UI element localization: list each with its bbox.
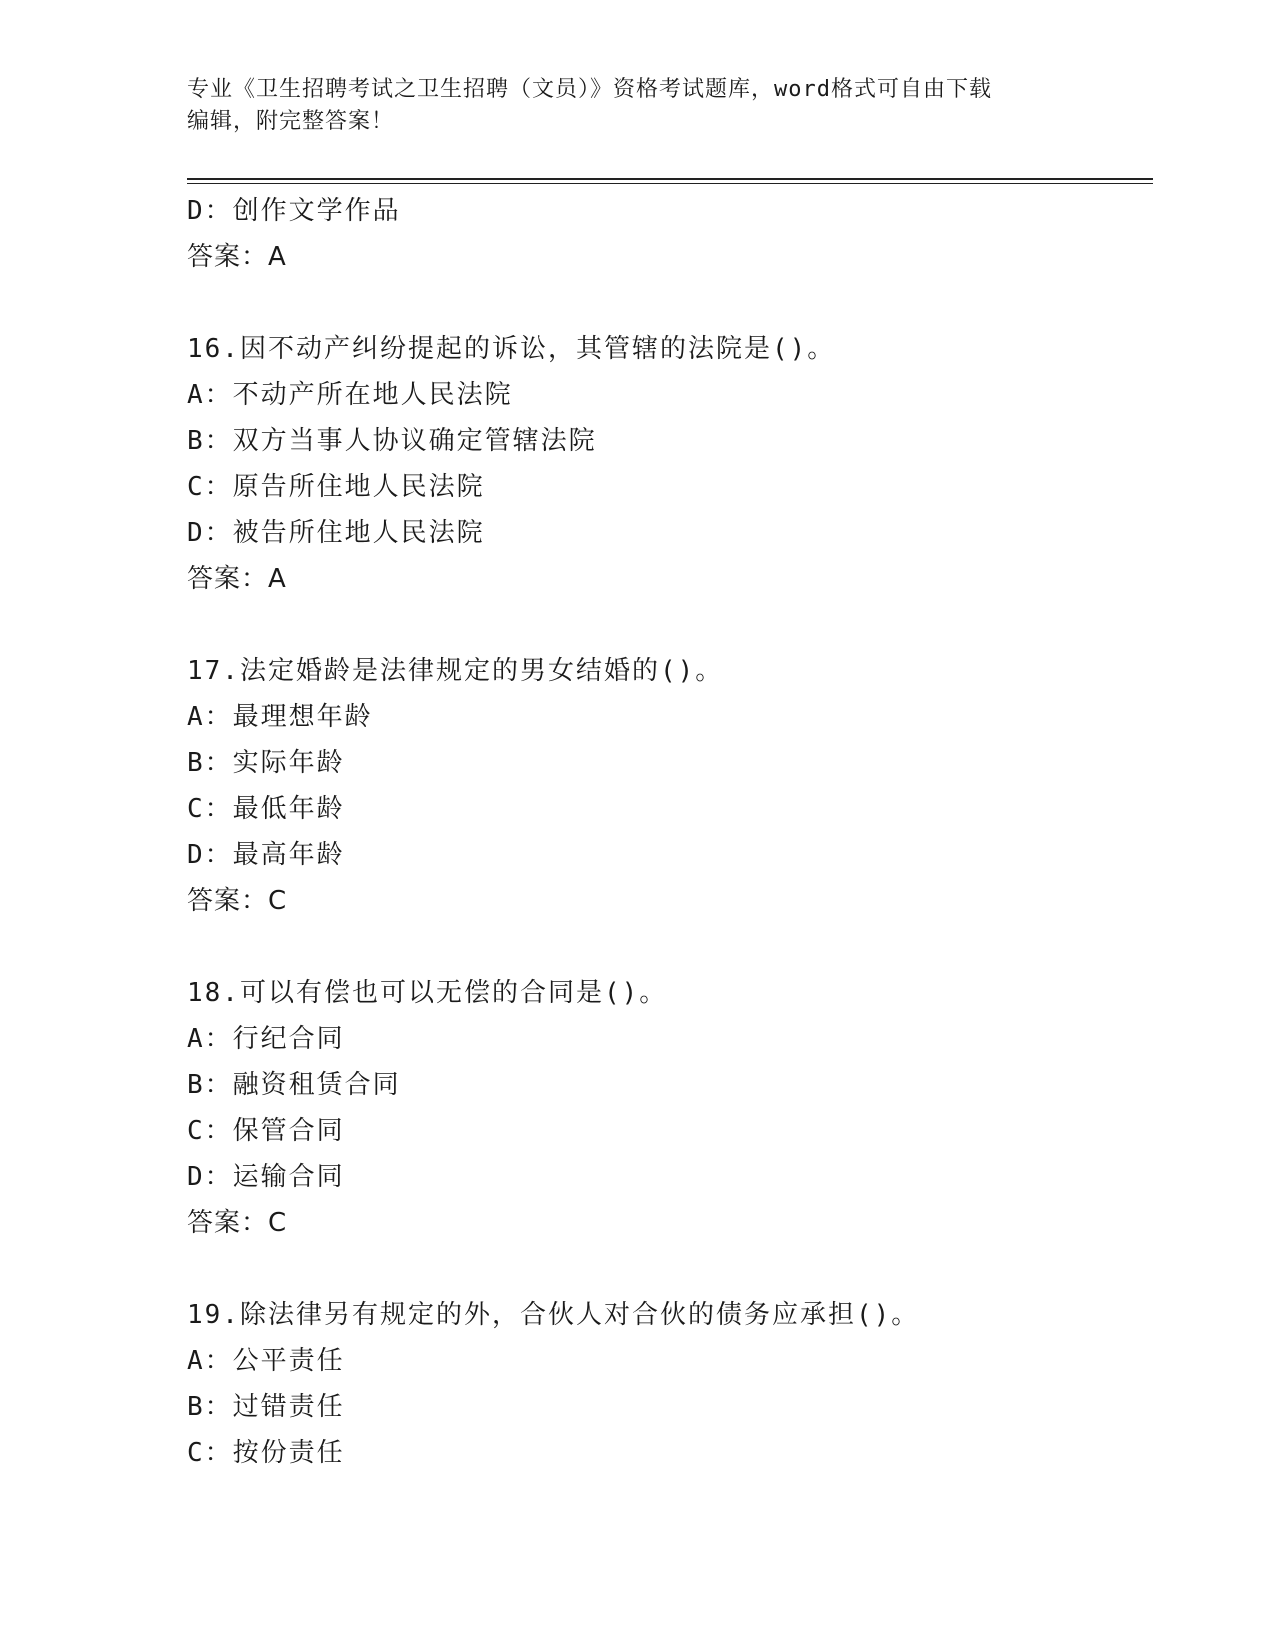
answer: 答案：C: [187, 886, 288, 916]
option-b: B：实际年龄: [187, 748, 345, 778]
option-a: A：最理想年龄: [187, 702, 373, 732]
question-block-17: [187, 648, 1153, 924]
question-stem: 17.法定婚龄是法律规定的男女结婚的()。: [187, 656, 724, 686]
answer: 答案：A: [187, 242, 287, 272]
answer: 答案：C: [187, 1208, 288, 1238]
question-list: [187, 188, 1153, 1476]
header-divider-thick: [187, 178, 1153, 180]
question-block-prev: [187, 188, 1153, 280]
option-c: C：按份责任: [187, 1438, 345, 1468]
spacer: [187, 602, 1153, 648]
option-d: D：最高年龄: [187, 840, 345, 870]
question-block-18: [187, 970, 1153, 1246]
option-b: B：过错责任: [187, 1392, 345, 1422]
spacer: [187, 1246, 1153, 1292]
option-a: A：公平责任: [187, 1346, 345, 1376]
option-c: C：最低年龄: [187, 794, 345, 824]
option-d: D：运输合同: [187, 1162, 345, 1192]
question-block-16: [187, 326, 1153, 602]
header-line-2: 编辑，附完整答案！: [187, 109, 395, 134]
question-stem: 18.可以有偿也可以无偿的合同是()。: [187, 978, 668, 1008]
question-block-19: [187, 1292, 1153, 1476]
option-b: B：双方当事人协议确定管辖法院: [187, 426, 597, 456]
header-divider-thin: [187, 183, 1153, 184]
answer: 答案：A: [187, 564, 287, 594]
document-header: [187, 74, 1077, 138]
spacer: [187, 280, 1153, 326]
question-stem: 19.除法律另有规定的外，合伙人对合伙的债务应承担()。: [187, 1300, 920, 1330]
option-c: C：原告所住地人民法院: [187, 472, 485, 502]
option-a: A：行纪合同: [187, 1024, 345, 1054]
spacer: [187, 924, 1153, 970]
option-b: B：融资租赁合同: [187, 1070, 401, 1100]
option-c: C：保管合同: [187, 1116, 345, 1146]
option-d: D：创作文学作品: [187, 196, 401, 226]
question-stem: 16.因不动产纠纷提起的诉讼，其管辖的法院是()。: [187, 334, 836, 364]
option-d: D：被告所住地人民法院: [187, 518, 485, 548]
header-line-1: 专业《卫生招聘考试之卫生招聘（文员）》资格考试题库，word格式可自由下载: [187, 77, 992, 102]
option-a: A：不动产所在地人民法院: [187, 380, 513, 410]
